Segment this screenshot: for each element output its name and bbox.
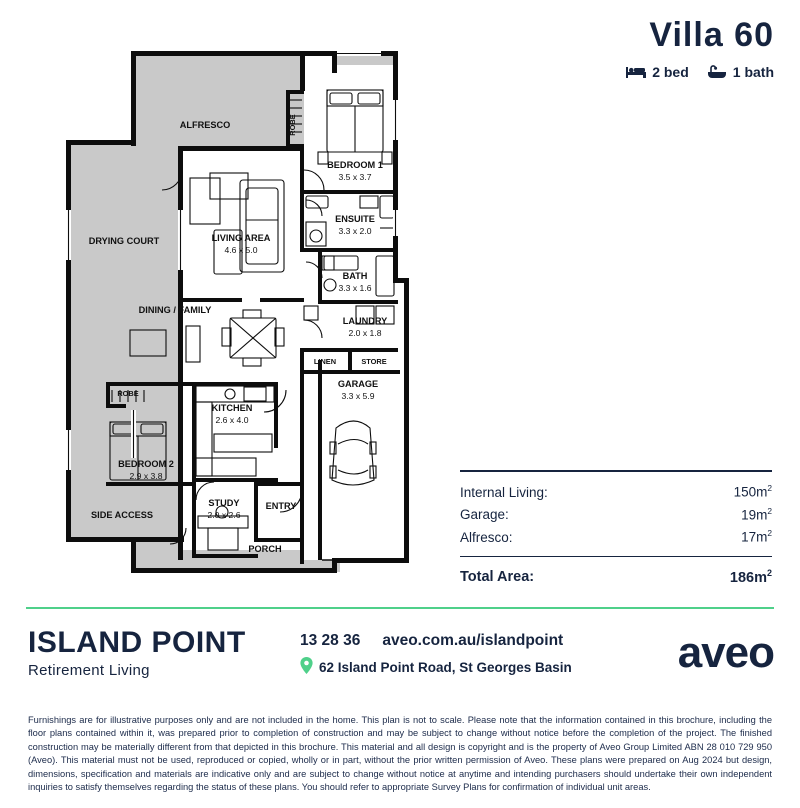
area-label-garage: Garage:	[460, 507, 509, 522]
room-dims-bath: 3.3 x 1.6	[338, 283, 372, 293]
header	[626, 18, 774, 80]
area-value-total: $186m^2$	[729, 567, 772, 586]
area-row-garage	[460, 503, 772, 526]
island-point-tagline: Retirement Living	[28, 662, 150, 679]
room-label-dining: DINING / FAMILY	[138, 305, 212, 315]
spec-bath	[707, 64, 774, 80]
area-row-total	[460, 565, 772, 589]
room-dims-bedroom1: 3.5 x 3.7	[338, 172, 372, 182]
spec-list	[626, 64, 774, 80]
spec-bed-label: 2 bed	[652, 63, 689, 80]
contact-line-primary	[300, 632, 572, 650]
area-table-mid-rule	[460, 556, 772, 557]
area-label-internal-living: Internal Living:	[460, 484, 548, 500]
room-dims-laundry: 2.0 x 1.8	[348, 328, 382, 338]
area-table-top-rule	[460, 470, 772, 472]
room-label-robe-bottom: ROBE	[117, 389, 139, 398]
room-dims-kitchen: 2.6 x 4.0	[215, 415, 249, 425]
room-label-entry: ENTRY	[265, 501, 297, 511]
aveo-logo-text: aveo	[677, 628, 774, 677]
area-value-internal-living: $150m^2$	[733, 483, 772, 500]
room-label-bedroom1: BEDROOM 1	[327, 160, 383, 170]
room-label-alfresco: ALFRESCO	[179, 120, 231, 130]
area-row-internal-living	[460, 480, 772, 503]
room-label-bath: BATH	[342, 271, 368, 281]
map-pin-icon	[300, 657, 313, 677]
room-label-garage: GARAGE	[337, 379, 379, 389]
spec-bed	[626, 64, 689, 80]
area-label-alfresco: Alfresco:	[460, 529, 513, 545]
disclaimer-text: Furnishings are for illustrative purposes only and are not included in the home. This plan is not to scale. Please note that the information contained in this brochure, including the floor plans contained within it, was prepared prior to completion of construction and may be subject to change without notice before the completion of the project. The finished construction may be materially different from that depicted in this brochure. This material and all design is copyright and is the property of Aveo Group Limited ABN 28 010 729 950 (Aveo). This material must not be used, reproduced or copied, wholly or in part, without the prior written permission of Aveo. These plans were prepared on Aug 2024 but design, dimensions, specification and materials are indicative only and are subject to change without notice at anytime and intending purchasers should undertake their own independent inquiries to satisfy themselves regarding the status of these plans. You should refer to appropriate Survey Plans for confirmation of individual unit areas.	[28, 715, 772, 793]
page-title: Villa 60	[649, 16, 774, 54]
room-label-side-access: SIDE ACCESS	[91, 510, 153, 520]
website-link[interactable]: aveo.com.au/islandpoint	[382, 632, 564, 649]
room-label-robe-top: ROBE	[288, 114, 297, 136]
area-label-total: Total Area:	[460, 569, 535, 586]
room-label-study: STUDY	[208, 498, 240, 508]
area-value-garage: $19m^2$	[741, 505, 772, 522]
room-dims-study: 2.0 x 2.6	[207, 510, 241, 520]
area-table	[460, 470, 772, 588]
contact-line-address	[300, 657, 572, 677]
island-point-name: ISLAND POINT	[28, 626, 246, 659]
room-dims-bedroom2: 2.9 x 3.8	[129, 471, 163, 481]
room-label-store: STORE	[361, 357, 387, 366]
phone-number[interactable]: 13 28 36	[300, 632, 361, 649]
room-dims-garage: 3.3 x 5.9	[341, 391, 375, 401]
area-value-alfresco: $17m^2$	[741, 528, 772, 545]
branding-bar	[0, 620, 800, 700]
aveo-logo	[678, 628, 774, 678]
address-text: 62 Island Point Road, St Georges Basin	[319, 659, 572, 675]
room-label-ensuite: ENSUITE	[335, 214, 375, 224]
room-label-linen: LINEN	[313, 357, 337, 366]
room-dims-ensuite: 3.3 x 2.0	[338, 226, 372, 236]
room-label-porch: PORCH	[248, 544, 282, 554]
room-label-laundry: LAUNDRY	[342, 316, 388, 326]
room-label-drying-court: DRYING COURT	[88, 236, 160, 246]
room-label-kitchen: KITCHEN	[211, 403, 253, 413]
divider	[26, 607, 774, 609]
room-label-bedroom2: BEDROOM 2	[118, 459, 174, 469]
spec-bath-label: 1 bath	[732, 63, 774, 80]
island-point-brand	[28, 626, 246, 679]
bed-icon	[626, 65, 646, 79]
contact-block	[300, 632, 572, 677]
area-row-alfresco	[460, 525, 772, 548]
bath-icon	[707, 65, 727, 79]
floor-plan	[0, 30, 470, 590]
room-label-living: LIVING AREA	[211, 233, 271, 243]
room-dims-living: 4.6 x 5.0	[224, 245, 258, 255]
